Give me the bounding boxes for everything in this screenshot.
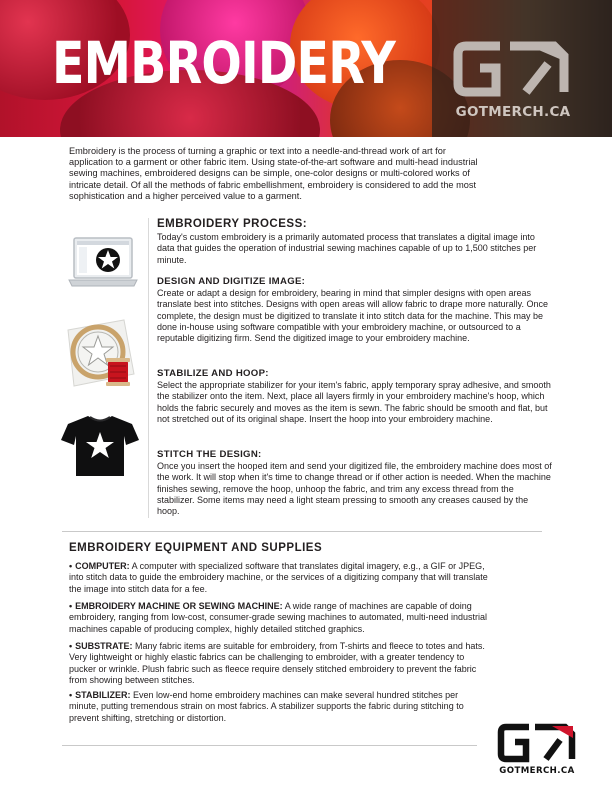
intro-paragraph: Embroidery is the process of turning a graphic or text into a needle-and-thread work of art for application to a garment or other fabric item. Using state-of-the-art software and multi-head industrial sewing machines, embroidered designs can be simple, one-color designs or multi-colored works of intricate detail. Of all the methods of fabric embellishment, embroidery is considered to add the most sophistication and a higher perceived value to a garment.	[69, 146, 478, 201]
equipment-item-stabilizer	[69, 690, 489, 724]
step-stabilize	[157, 368, 552, 425]
process-section	[157, 218, 552, 266]
laptop-icon	[68, 236, 138, 292]
bullet-dot: •	[69, 641, 73, 651]
logo-wordmark: GOTMERCH.CA	[455, 104, 571, 120]
step-text: Once you insert the hooped item and send your digitized file, the embroidery machine does most of the work. It will stop when it's time to change thread or if other action is needed. When the machine finishes sewing, remove the hoop, unhoop the fabric, and trim any excess thread from the stabilizer. Some items may need a light steam pressing to smooth any creases caused by the hoop.	[157, 461, 552, 517]
equipment-label: COMPUTER:	[75, 561, 130, 571]
step-heading: STABILIZE AND HOOP:	[157, 368, 269, 379]
divider-horizontal	[62, 531, 542, 532]
bullet-dot: •	[69, 561, 73, 571]
equipment-label: STABILIZER:	[75, 690, 131, 700]
bullet-dot: •	[69, 601, 73, 611]
divider-vertical	[148, 218, 149, 518]
equipment-heading: EMBROIDERY EQUIPMENT AND SUPPLIES	[69, 542, 323, 554]
divider-footer	[62, 745, 477, 746]
header-banner	[0, 0, 612, 137]
equipment-label: SUBSTRATE:	[75, 641, 133, 651]
equipment-text: Many fabric items are suitable for embroidery, from T-shirts and fleece to totes and hats. Very lightweight or highly elastic fabrics can be challenging to embroider, with a greater tendency to pucker or wrinkle. Plush fabric such as fleece require densely stitched embroidery to prevent the fabric from showing between stitches.	[69, 641, 485, 685]
gotmerch-logo-icon	[497, 722, 577, 764]
step-stitch	[157, 449, 552, 517]
embroidery-hoop-icon	[64, 318, 140, 388]
equipment-label: EMBROIDERY MACHINE OR SEWING MACHINE:	[75, 601, 283, 611]
footer-logo-wordmark: GOTMERCH.CA	[499, 766, 575, 776]
step-design	[157, 276, 552, 344]
gotmerch-logo-icon	[452, 38, 572, 100]
step-text: Select the appropriate stabilizer for your item's fabric, apply temporary spray adhesive, and smooth the stabilizer onto the item. Next, place all layers firmly in your embroidery machine's hoop, which holds the fabric securely and moves as the item is sewn. The fabric should be smooth and flat, but not stretched out of its original shape. Insert the hoop into your embroidery machine.	[157, 380, 551, 424]
step-heading: STITCH THE DESIGN:	[157, 449, 262, 460]
equipment-item-machine	[69, 601, 489, 635]
equipment-text: A wide range of machines are capable of doing embroidery, ranging from low-cost, consumer-grade sewing machines to automated, multi-need industrial machines capable of producing complex, highly detailed stitched graphics.	[69, 601, 488, 634]
step-heading: DESIGN AND DIGITIZE IMAGE:	[157, 276, 306, 287]
bullet-dot: •	[69, 690, 73, 700]
equipment-text: Even low-end home embroidery machines can make several hundred stitches per minute, putting tremendous strain on most fabrics. A stabilizer supports the fabric during stitching to prevent shifting, stretching or distortion.	[69, 690, 464, 723]
equipment-item-substrate	[69, 641, 489, 686]
equipment-text: A computer with specialized software that translates digital imagery, e.g., a GIF or JPEG, into stitch data to guide the embroidery machine, or the services of a digitizing company that will translate the image into stitch data for a fee.	[69, 561, 488, 594]
equipment-item-computer	[69, 561, 489, 595]
tshirt-icon	[60, 412, 140, 478]
page-title: EMBROIDERY	[52, 29, 396, 97]
process-text: Today's custom embroidery is a primarily automated process that translates a digital image into data that guides the operation of industrial sewing machines capable of up to 1,500 stitches per minute.	[157, 232, 537, 265]
process-heading: EMBROIDERY PROCESS:	[157, 218, 308, 230]
step-text: Create or adapt a design for embroidery, bearing in mind that simpler designs with open areas translate best into stitches. Designs with open areas will allow fabric to drape more naturally. Once complete, the design must be digitized to translate it into stitch data for the machine. This may be done in-house using software compatible with your embroidery machine, or outsourced to a reputable digitizing firm. Send the digitized image to your embroidery machine.	[157, 288, 549, 344]
